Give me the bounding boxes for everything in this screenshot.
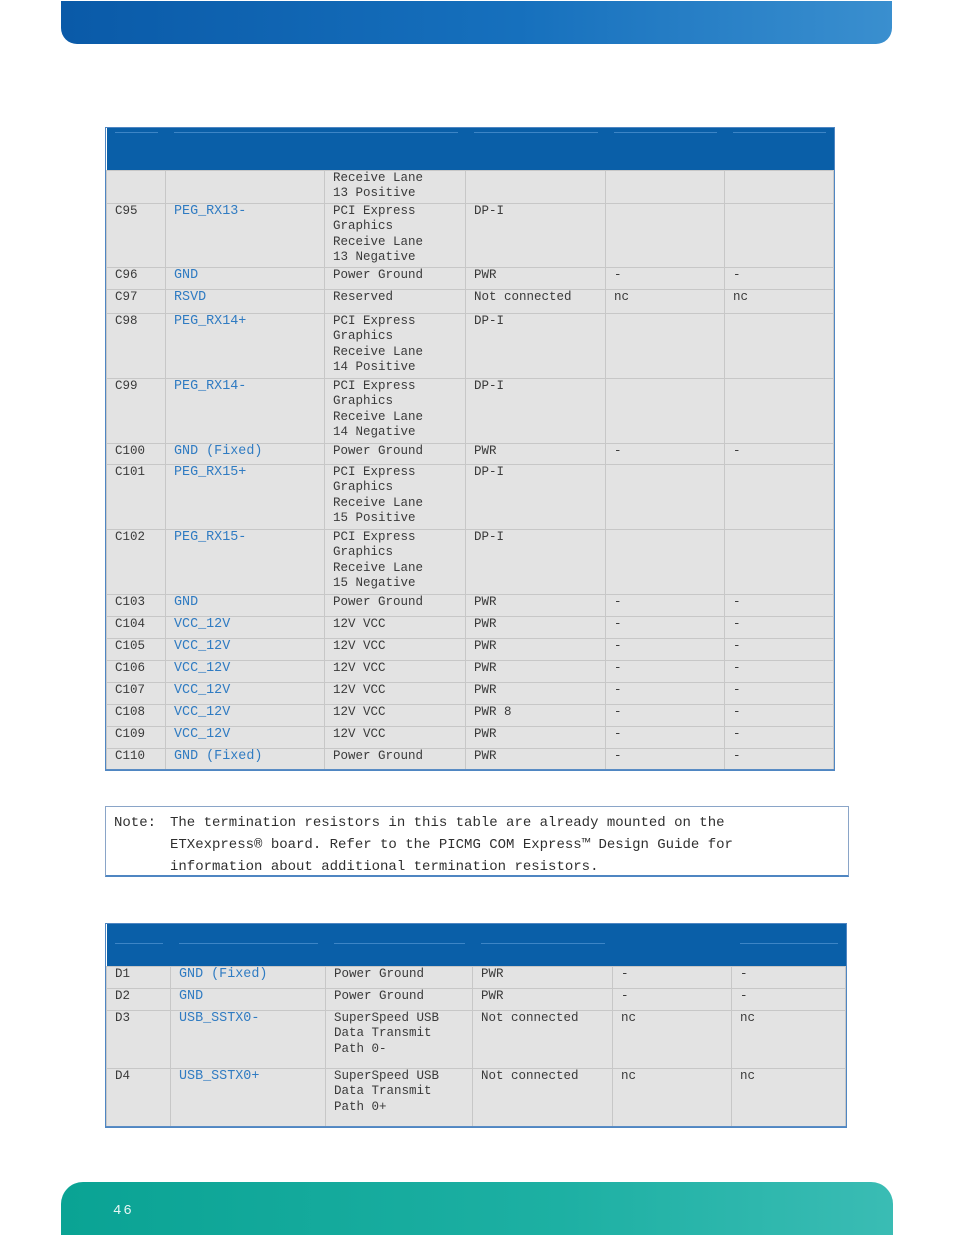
cell-type: DP-I [466,464,606,529]
table-row [107,289,834,313]
cell-type: PWR [466,443,606,464]
cell-signal[interactable]: PEG_RX15- [166,529,325,594]
cell-pin: C101 [107,464,166,529]
cell-type: DP-I [466,529,606,594]
cell-pin: C105 [107,638,166,660]
cell-signal[interactable]: VCC_12V [166,726,325,748]
table-row [107,966,846,988]
cell-signal[interactable]: GND (Fixed) [166,443,325,464]
cell-cap: - [725,682,834,704]
cell-signal[interactable]: PEG_RX14+ [166,313,325,378]
header-cap [725,128,834,170]
cell-description: PCI Express Graphics Receive Lane 14 Positive [325,313,466,378]
cell-signal[interactable]: PEG_RX14- [166,378,325,443]
cell-pin: C107 [107,682,166,704]
header-cap [732,924,846,966]
cell-pin: C110 [107,748,166,769]
cell-description: 12V VCC [325,660,466,682]
cell-description: 12V VCC [325,682,466,704]
cell-pin: C106 [107,660,166,682]
table-row [107,378,834,443]
cell-cap [725,378,834,443]
cell-pin: D2 [107,988,171,1010]
table-row [107,704,834,726]
header-pin [107,128,166,170]
cell-type: PWR [466,267,606,289]
cell-pin: C102 [107,529,166,594]
note-text: The termination resistors in this table are already mounted on the ETXexpress® board. Refer to the PICMG COM Express™ Design Guide for information about additional termination resistors. [170,815,733,875]
table-header-row [107,128,834,170]
cell-description: Power Ground [325,267,466,289]
cell-pin: C98 [107,313,166,378]
cell-type: PWR 8 [466,704,606,726]
cell-description: Power Ground [325,443,466,464]
cell-type: PWR [473,988,613,1010]
cell-cap: - [725,726,834,748]
cell-description: 12V VCC [325,704,466,726]
cell-type: DP-I [466,313,606,378]
cell-type: DP-I [466,378,606,443]
cell-term: - [606,616,725,638]
cell-pin [107,170,166,203]
header-pin [107,924,171,966]
pin-table-c [106,128,834,770]
table-row [107,1068,846,1126]
cell-signal[interactable]: RSVD [166,289,325,313]
cell-term: - [613,988,732,1010]
cell-cap: - [725,443,834,464]
cell-signal[interactable]: VCC_12V [166,660,325,682]
table-row [107,529,834,594]
cell-description: Reserved [325,289,466,313]
cell-term [606,529,725,594]
cell-type: DP-I [466,203,606,267]
cell-term: nc [613,1068,732,1126]
cell-type: PWR [466,748,606,769]
cell-type: PWR [466,638,606,660]
cell-term [606,313,725,378]
cell-description: PCI Express Graphics Receive Lane 14 Negative [325,378,466,443]
note-label: Note: [114,815,157,831]
table-row [107,638,834,660]
cell-cap: - [725,616,834,638]
cell-signal[interactable]: VCC_12V [166,682,325,704]
cell-type: PWR [473,966,613,988]
cell-cap: - [725,748,834,769]
table-row [107,267,834,289]
cell-cap: - [725,267,834,289]
cell-pin: C109 [107,726,166,748]
cell-description: Power Ground [325,594,466,616]
table-row [107,313,834,378]
cell-term: - [606,682,725,704]
cell-signal[interactable]: GND [166,594,325,616]
cell-cap: - [725,704,834,726]
cell-description: 12V VCC [325,638,466,660]
cell-signal[interactable]: PEG_RX15+ [166,464,325,529]
cell-description: Power Ground [325,748,466,769]
table-row [107,443,834,464]
cell-description: Receive Lane 13 Positive [325,170,466,203]
cell-term: - [606,594,725,616]
cell-term: - [606,748,725,769]
cell-type: PWR [466,594,606,616]
cell-type: PWR [466,660,606,682]
cell-pin: C108 [107,704,166,726]
cell-cap: - [725,660,834,682]
cell-signal[interactable]: VCC_12V [166,616,325,638]
cell-cap [725,529,834,594]
table-row [107,170,834,203]
table-row [107,1010,846,1068]
cell-signal[interactable]: GND (Fixed) [171,966,326,988]
cell-cap: - [725,594,834,616]
cell-cap: nc [732,1010,846,1068]
cell-pin: D3 [107,1010,171,1068]
table-header-row [107,924,846,966]
cell-term: nc [613,1010,732,1068]
cell-term: - [606,660,725,682]
cell-type [466,170,606,203]
cell-cap [725,313,834,378]
cell-description: Power Ground [326,966,473,988]
table-row [107,464,834,529]
cell-term: - [606,267,725,289]
cell-description: PCI Express Graphics Receive Lane 13 Negative [325,203,466,267]
cell-signal[interactable]: VCC_12V [166,638,325,660]
table-row [107,726,834,748]
table-row [107,988,846,1010]
cell-signal[interactable]: GND [166,267,325,289]
table-row [107,594,834,616]
cell-term: - [606,726,725,748]
cell-pin: D1 [107,966,171,988]
table-body [107,966,846,1126]
cell-pin: C103 [107,594,166,616]
cell-cap [725,170,834,203]
cell-pin: C97 [107,289,166,313]
cell-term: nc [606,289,725,313]
cell-pin: C100 [107,443,166,464]
cell-type: Not connected [473,1010,613,1068]
cell-term: - [613,966,732,988]
cell-cap [725,203,834,267]
cell-cap: nc [725,289,834,313]
cell-term: - [606,443,725,464]
table-row [107,682,834,704]
cell-signal[interactable]: GND (Fixed) [166,748,325,769]
cell-signal[interactable]: GND [171,988,326,1010]
cell-signal[interactable]: VCC_12V [166,704,325,726]
cell-description: SuperSpeed USB Data Transmit Path 0+ [326,1068,473,1126]
cell-pin: C95 [107,203,166,267]
cell-pin: C96 [107,267,166,289]
table-row [107,616,834,638]
cell-cap [725,464,834,529]
note-box [105,806,849,877]
header-term [606,128,725,170]
cell-description: SuperSpeed USB Data Transmit Path 0- [326,1010,473,1068]
cell-description: 12V VCC [325,616,466,638]
table-row [107,203,834,267]
table-row [107,748,834,769]
cell-term [606,203,725,267]
cell-type: PWR [466,616,606,638]
header-signal [166,128,466,170]
cell-pin: C99 [107,378,166,443]
header-description [326,924,473,966]
cell-type: PWR [466,682,606,704]
cell-pin: C104 [107,616,166,638]
cell-cap: - [732,988,846,1010]
cell-description: 12V VCC [325,726,466,748]
cell-type: Not connected [466,289,606,313]
cell-cap: nc [732,1068,846,1126]
cell-signal[interactable]: PEG_RX13- [166,203,325,267]
table-body [107,170,834,769]
cell-signal[interactable] [166,170,325,203]
page-number: 46 [113,1203,134,1219]
header-term [613,924,732,966]
table-row [107,660,834,682]
cell-description: Power Ground [326,988,473,1010]
cell-cap: - [725,638,834,660]
header-type [466,128,606,170]
cell-term [606,378,725,443]
cell-pin: D4 [107,1068,171,1126]
header-type [473,924,613,966]
header-signal [171,924,326,966]
cell-cap: - [732,966,846,988]
bottom-banner [61,1182,893,1235]
cell-signal[interactable]: USB_SSTX0+ [171,1068,326,1126]
cell-description: PCI Express Graphics Receive Lane 15 Negative [325,529,466,594]
cell-term [606,170,725,203]
cell-description: PCI Express Graphics Receive Lane 15 Positive [325,464,466,529]
cell-term: - [606,638,725,660]
cell-signal[interactable]: USB_SSTX0- [171,1010,326,1068]
pin-table-d [106,924,846,1127]
cell-type: PWR [466,726,606,748]
top-banner [61,1,892,44]
cell-term [606,464,725,529]
cell-term: - [606,704,725,726]
cell-type: Not connected [473,1068,613,1126]
